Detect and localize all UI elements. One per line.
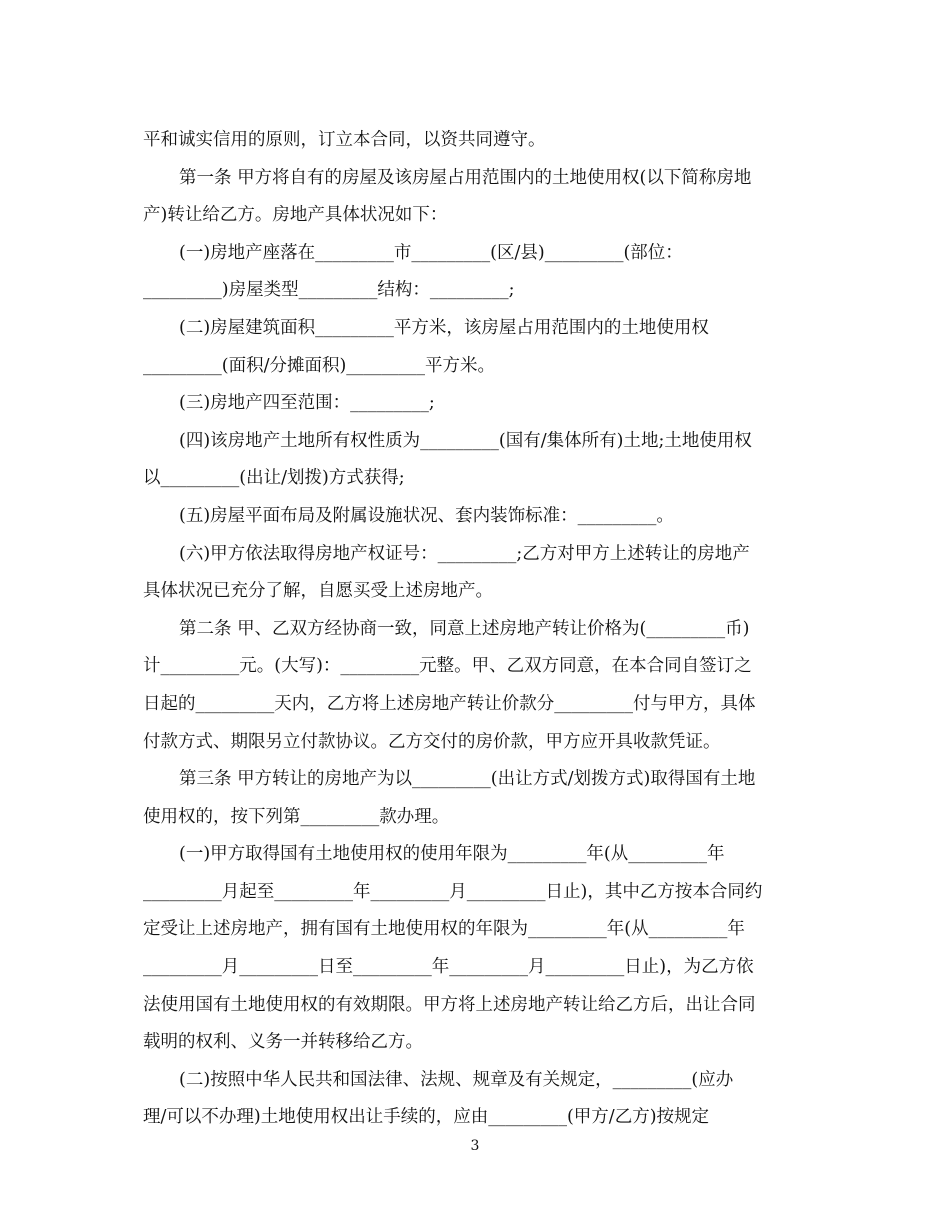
text-line: 定受让上述房地产，拥有国有土地使用权的年限为_________年(从_________年 <box>143 919 745 940</box>
text-line: (二)房屋建筑面积_________平方米，该房屋占用范围内的土地使用权 <box>179 317 709 338</box>
text-line: 具体状况已充分了解，自愿买受上述房地产。 <box>143 581 493 602</box>
text-line: (三)房地产四至范围：_________; <box>179 393 435 414</box>
text-line: 以_________(出让/划拨)方式获得; <box>143 468 405 489</box>
text-line: _________(面积/分摊面积)_________平方米。 <box>143 355 496 376</box>
text-line: (一)甲方取得国有土地使用权的使用年限为_________年(从_________年 <box>179 844 725 865</box>
text-line: 计_________元。(大写)：_________元整。甲、乙双方同意，在本合同自签订之 <box>143 656 752 677</box>
text-line: (二)按照中华人民共和国法律、法规、规章及有关规定，_________(应办 <box>179 1069 734 1090</box>
text-line: 理/可以不办理)土地使用权出让手续的，应由_________(甲方/乙方)按规定 <box>143 1107 710 1128</box>
text-line: _________月起至_________年_________月_________日止)，其中乙方按本合同约 <box>143 881 763 902</box>
text-line: 第二条 甲、乙双方经协商一致，同意上述房地产转让价格为(_________币) <box>179 618 750 639</box>
text-line: 载明的权利、义务一并转移给乙方。 <box>143 1032 423 1053</box>
text-line: 日起的_________天内，乙方将上述房地产转让价款分_________付与甲方，具体 <box>143 693 756 714</box>
contract-body <box>143 122 808 1137</box>
text-line: 使用权的，按下列第_________款办理。 <box>143 806 450 827</box>
text-line: 法使用国有土地使用权的有效期限。甲方将上述房地产转让给乙方后，出让合同 <box>143 994 756 1015</box>
text-line: 产)转让给乙方。房地产具体状况如下： <box>143 205 448 226</box>
text-line: 第一条 甲方将自有的房屋及该房屋占用范围内的土地使用权(以下简称房地 <box>179 167 752 188</box>
text-line: 第三条 甲方转让的房地产为以_________(出让方式/划拨方式)取得国有土地 <box>179 769 756 790</box>
text-line: (一)房地产座落在_________市_________(区/县)_________(部位： <box>179 242 683 263</box>
text-line: (四)该房地产土地所有权性质为_________(国有/集体所有)土地;土地使用权 <box>179 430 752 451</box>
text-line: _________月_________日至_________年_________月_________日止)，为乙方依 <box>143 957 754 978</box>
text-line: (五)房屋平面布局及附属设施状况、套内装饰标准：_________。 <box>179 505 674 526</box>
page-number: 3 <box>470 1138 480 1154</box>
text-line: 付款方式、期限另立付款协议。乙方交付的房价款，甲方应开具收款凭证。 <box>143 731 721 752</box>
text-line: 平和诚实信用的原则，订立本合同，以资共同遵守。 <box>143 130 546 150</box>
text-line: (六)甲方依法取得房地产权证号：_________;乙方对甲方上述转让的房地产 <box>179 543 750 564</box>
text-line: _________)房屋类型_________结构：_________; <box>143 280 515 301</box>
